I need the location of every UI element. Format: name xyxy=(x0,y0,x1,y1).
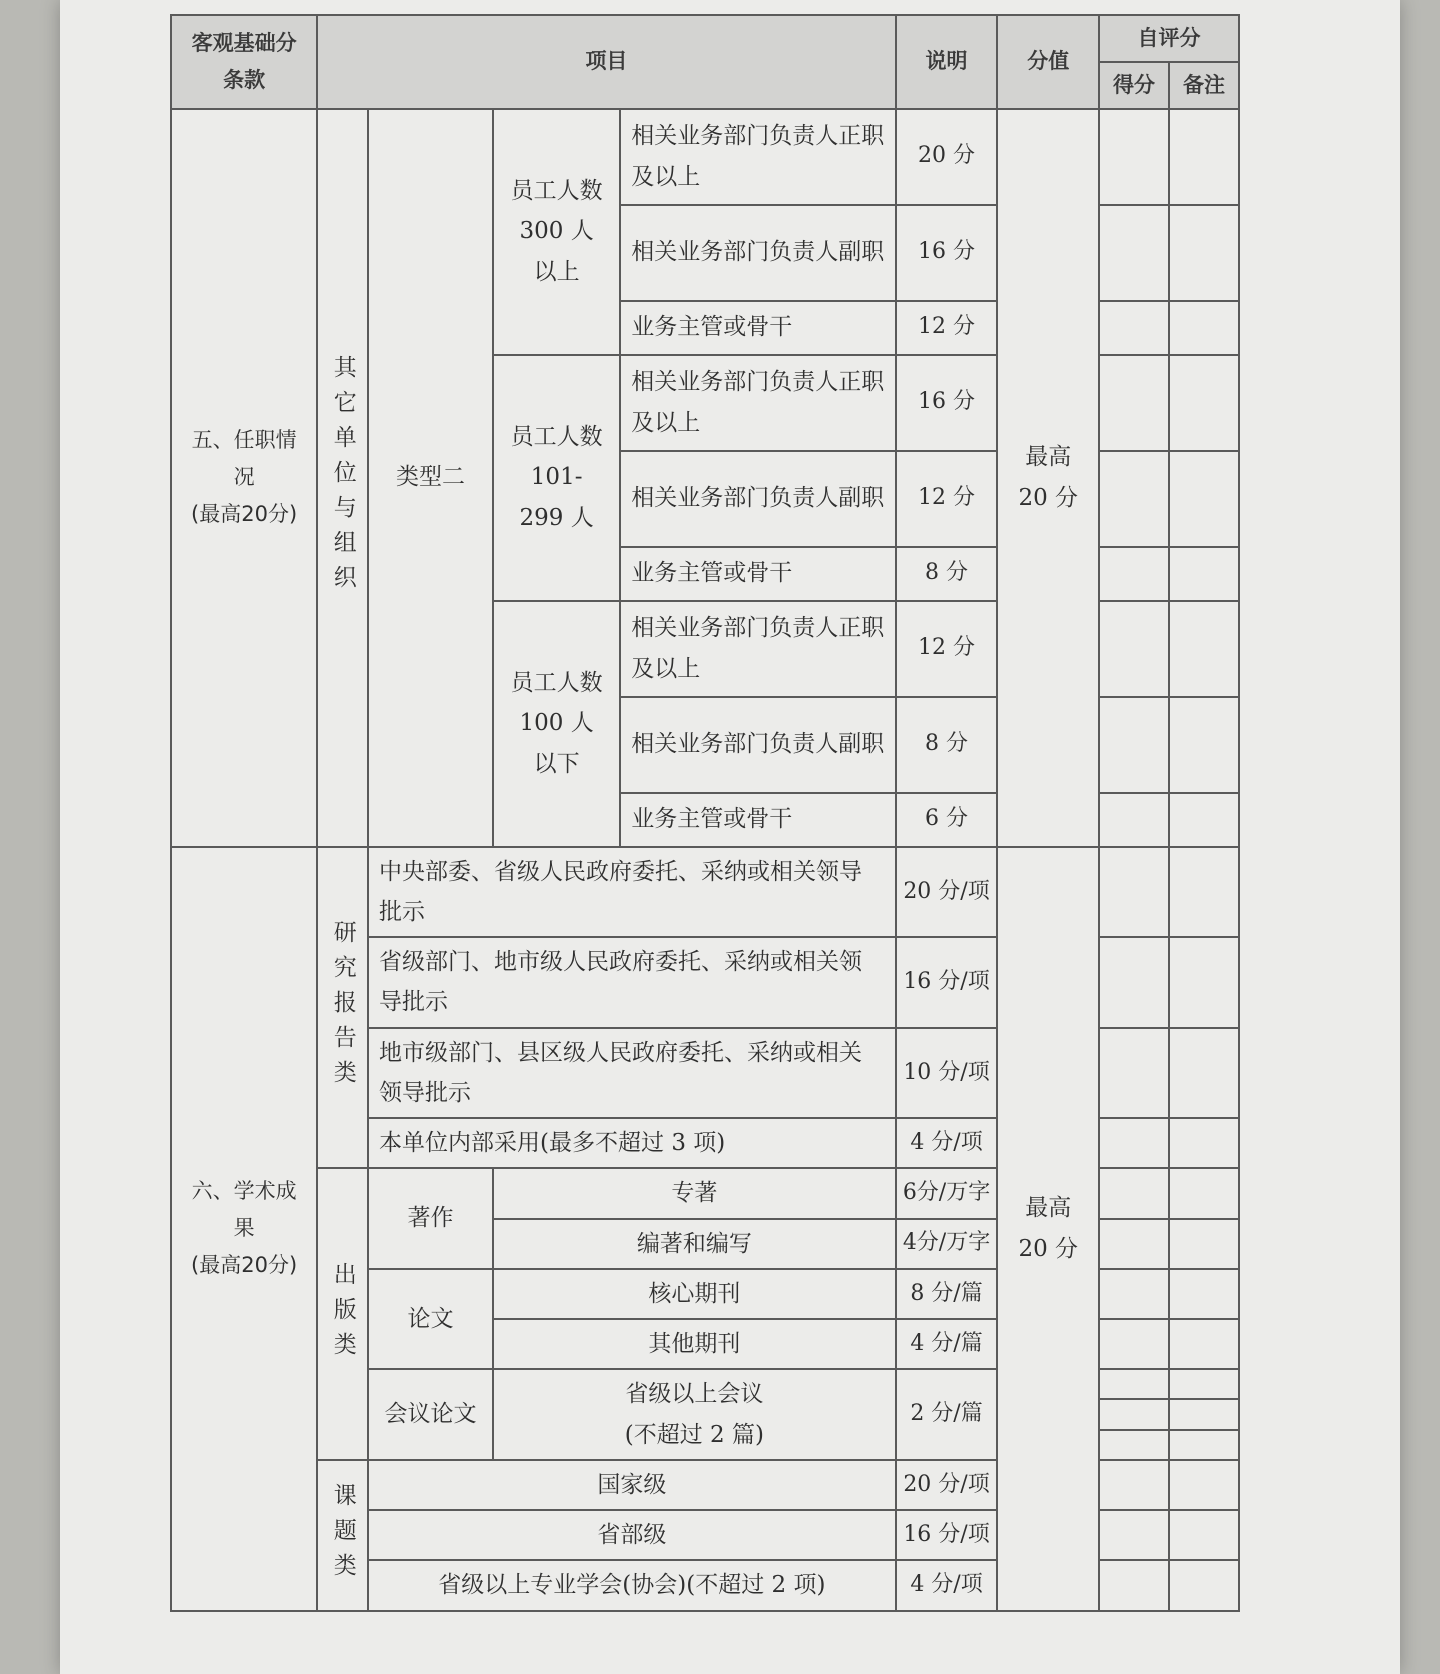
item-text: 本单位内部采用(最多不超过 3 项) xyxy=(368,1118,896,1168)
table-row xyxy=(171,847,1239,938)
value-line: 20 分 xyxy=(1018,484,1079,511)
points-text: 12 分 xyxy=(896,601,998,697)
points-text: 6 分 xyxy=(896,793,998,847)
note-cell[interactable] xyxy=(1169,1269,1239,1319)
score-cell[interactable] xyxy=(1099,1168,1169,1218)
score-cell[interactable] xyxy=(1099,937,1169,1028)
item-text: 专著 xyxy=(493,1168,896,1218)
value-line: 最高 xyxy=(1025,1195,1072,1222)
topic-label: 课题类 xyxy=(317,1460,368,1611)
points-text: 16 分 xyxy=(896,205,998,301)
score-cell[interactable] xyxy=(1099,1399,1169,1429)
score-cell[interactable] xyxy=(1099,205,1169,301)
note-cell[interactable] xyxy=(1169,1430,1239,1460)
publish-label: 出版类 xyxy=(317,1168,368,1460)
score-cell[interactable] xyxy=(1099,1319,1169,1369)
section5-title xyxy=(171,109,317,847)
points-text: 12 分 xyxy=(896,451,998,547)
section5-type-label: 类型二 xyxy=(368,109,493,847)
note-cell[interactable] xyxy=(1169,793,1239,847)
score-cell[interactable] xyxy=(1099,1028,1169,1119)
header-self-score: 自评分 xyxy=(1099,15,1239,62)
group-label xyxy=(493,109,620,355)
note-cell[interactable] xyxy=(1169,301,1239,355)
points-text: 4 分/篇 xyxy=(896,1319,998,1369)
item-text: 相关业务部门负责人正职及以上 xyxy=(620,109,895,205)
note-cell[interactable] xyxy=(1169,1319,1239,1369)
section5-value xyxy=(997,109,1099,847)
points-text: 20 分 xyxy=(896,109,998,205)
item-text: 省级部门、地市级人民政府委托、采纳或相关领导批示 xyxy=(368,937,896,1028)
note-cell[interactable] xyxy=(1169,1399,1239,1429)
value-line: 最高 xyxy=(1025,444,1072,471)
item-text: 相关业务部门负责人正职及以上 xyxy=(620,601,895,697)
points-text: 16 分/项 xyxy=(896,1510,998,1560)
score-cell[interactable] xyxy=(1099,301,1169,355)
item-text: 国家级 xyxy=(368,1460,896,1510)
document-page xyxy=(60,0,1400,1674)
group-label xyxy=(493,601,620,847)
points-text: 4 分/项 xyxy=(896,1560,998,1610)
header-value: 分值 xyxy=(997,15,1099,109)
score-cell[interactable] xyxy=(1099,1510,1169,1560)
section6-title-line1: 六、学术成果 xyxy=(191,1179,297,1241)
scoring-table xyxy=(170,14,1240,1612)
section6-title-line2: (最高20分) xyxy=(191,1252,298,1277)
score-cell[interactable] xyxy=(1099,847,1169,938)
item-text: 编著和编写 xyxy=(493,1219,896,1269)
section6-title xyxy=(171,847,317,1611)
score-cell[interactable] xyxy=(1099,697,1169,793)
item-text: 相关业务部门负责人副职 xyxy=(620,697,895,793)
note-cell[interactable] xyxy=(1169,847,1239,938)
points-text: 16 分 xyxy=(896,355,998,451)
note-cell[interactable] xyxy=(1169,697,1239,793)
group-label xyxy=(493,355,620,601)
header-row-1 xyxy=(171,15,1239,62)
item-text: 相关业务部门负责人副职 xyxy=(620,205,895,301)
header-score: 得分 xyxy=(1099,62,1169,109)
item-text: 地市级部门、县区级人民政府委托、采纳或相关领导批示 xyxy=(368,1028,896,1119)
note-cell[interactable] xyxy=(1169,937,1239,1028)
note-cell[interactable] xyxy=(1169,1460,1239,1510)
item-text: 其他期刊 xyxy=(493,1319,896,1369)
score-cell[interactable] xyxy=(1099,1269,1169,1319)
note-cell[interactable] xyxy=(1169,205,1239,301)
group-label-line: 299 人 xyxy=(519,504,594,531)
book-label: 著作 xyxy=(368,1168,493,1269)
points-text: 8 分 xyxy=(896,547,998,601)
points-text: 8 分 xyxy=(896,697,998,793)
item-text: 省部级 xyxy=(368,1510,896,1560)
points-text: 20 分/项 xyxy=(896,847,998,938)
note-cell[interactable] xyxy=(1169,355,1239,451)
note-cell[interactable] xyxy=(1169,1168,1239,1218)
score-cell[interactable] xyxy=(1099,451,1169,547)
item-text: 省级以上专业学会(协会)(不超过 2 项) xyxy=(368,1560,896,1610)
points-text: 12 分 xyxy=(896,301,998,355)
score-cell[interactable] xyxy=(1099,547,1169,601)
note-cell[interactable] xyxy=(1169,601,1239,697)
points-text: 20 分/项 xyxy=(896,1460,998,1510)
score-cell[interactable] xyxy=(1099,793,1169,847)
score-cell[interactable] xyxy=(1099,1560,1169,1610)
note-cell[interactable] xyxy=(1169,1560,1239,1610)
header-item: 项目 xyxy=(317,15,895,109)
group-label-line: 以上 xyxy=(533,258,580,285)
item-text: 核心期刊 xyxy=(493,1269,896,1319)
group-label-line: 员工人数 xyxy=(510,178,603,205)
points-text: 16 分/项 xyxy=(896,937,998,1028)
points-text: 2 分/篇 xyxy=(896,1369,998,1460)
score-cell[interactable] xyxy=(1099,1369,1169,1399)
note-cell[interactable] xyxy=(1169,1118,1239,1168)
item-text: 业务主管或骨干 xyxy=(620,547,895,601)
section5-title-line2: (最高20分) xyxy=(191,501,298,526)
score-cell[interactable] xyxy=(1099,601,1169,697)
research-label: 研究报告类 xyxy=(317,847,368,1169)
note-cell[interactable] xyxy=(1169,547,1239,601)
conf-label: 会议论文 xyxy=(368,1369,493,1460)
points-text: 4 分/项 xyxy=(896,1118,998,1168)
points-text: 6分/万字 xyxy=(896,1168,998,1218)
score-cell[interactable] xyxy=(1099,1430,1169,1460)
item-text: 业务主管或骨干 xyxy=(620,301,895,355)
item-text: 中央部委、省级人民政府委托、采纳或相关领导批示 xyxy=(368,847,896,938)
section6-value xyxy=(997,847,1099,1611)
note-cell[interactable] xyxy=(1169,1028,1239,1119)
score-cell[interactable] xyxy=(1099,1460,1169,1510)
group-label-line: 100 人 xyxy=(519,710,594,737)
header-note: 备注 xyxy=(1169,62,1239,109)
score-cell[interactable] xyxy=(1099,109,1169,205)
score-cell[interactable] xyxy=(1099,355,1169,451)
note-cell[interactable] xyxy=(1169,1219,1239,1269)
group-label-line: 员工人数 xyxy=(510,670,603,697)
value-line: 20 分 xyxy=(1018,1235,1079,1262)
conf-item-line: (不超过 2 篇) xyxy=(624,1421,764,1448)
group-label-line: 101- xyxy=(530,464,583,491)
section5-org-label: 其它单位与组织 xyxy=(317,109,368,847)
section5-title-line1: 五、任职情况 xyxy=(191,428,297,490)
group-label-line: 300 人 xyxy=(519,218,594,245)
conf-item xyxy=(493,1369,896,1460)
points-text: 4分/万字 xyxy=(896,1219,998,1269)
paper-label: 论文 xyxy=(368,1269,493,1370)
score-cell[interactable] xyxy=(1099,1118,1169,1168)
item-text: 业务主管或骨干 xyxy=(620,793,895,847)
group-label-line: 以下 xyxy=(533,750,580,777)
conf-item-line: 省级以上会议 xyxy=(625,1381,764,1408)
note-cell[interactable] xyxy=(1169,451,1239,547)
header-desc: 说明 xyxy=(896,15,998,109)
points-text: 8 分/篇 xyxy=(896,1269,998,1319)
item-text: 相关业务部门负责人正职及以上 xyxy=(620,355,895,451)
points-text: 10 分/项 xyxy=(896,1028,998,1119)
group-label-line: 员工人数 xyxy=(510,424,603,451)
item-text: 相关业务部门负责人副职 xyxy=(620,451,895,547)
header-base: 客观基础分条款 xyxy=(171,15,317,109)
note-cell[interactable] xyxy=(1169,109,1239,205)
note-cell[interactable] xyxy=(1169,1369,1239,1399)
note-cell[interactable] xyxy=(1169,1510,1239,1560)
table-row xyxy=(171,109,1239,205)
score-cell[interactable] xyxy=(1099,1219,1169,1269)
